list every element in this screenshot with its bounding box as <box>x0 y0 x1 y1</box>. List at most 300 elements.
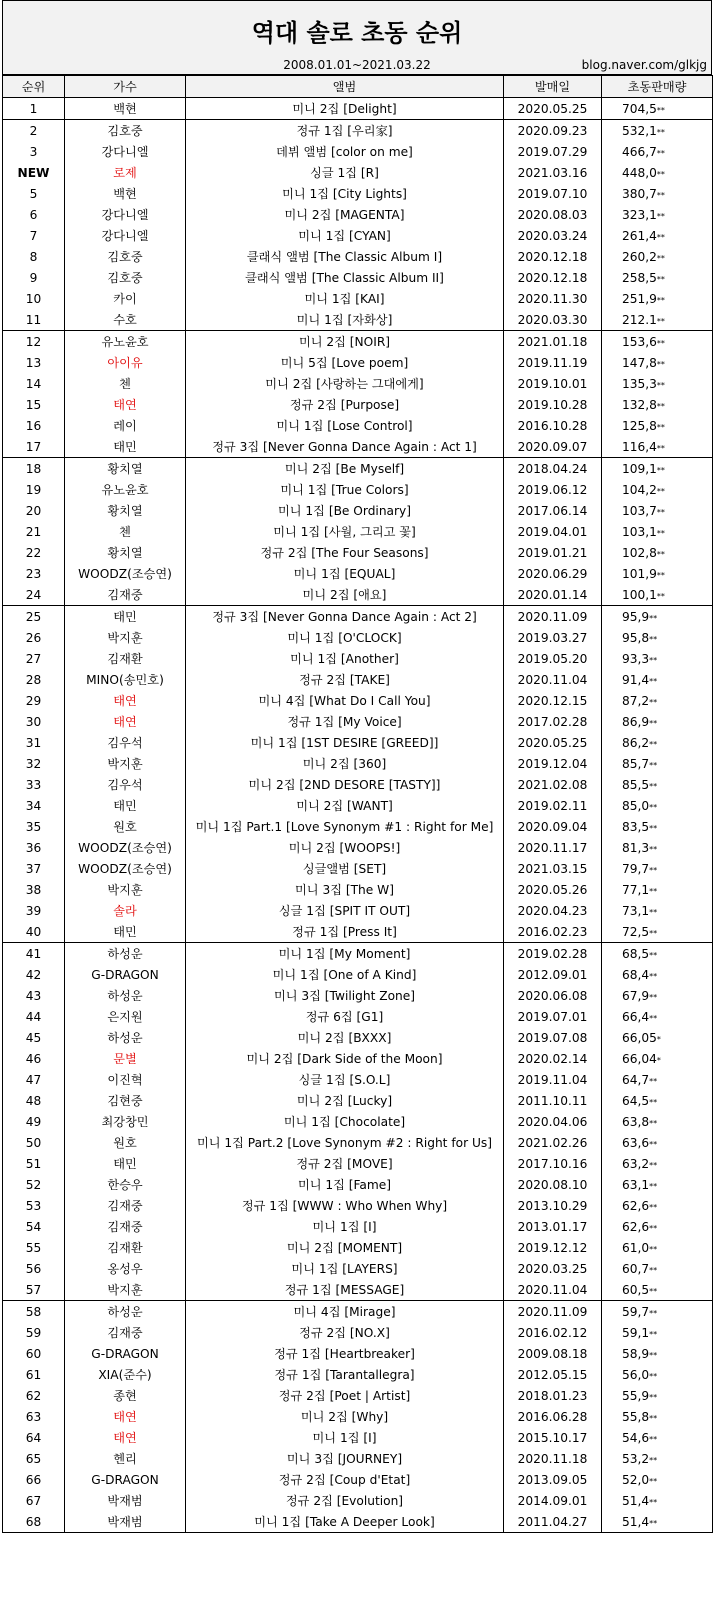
rank-cell: 33 <box>3 774 65 795</box>
sales-value: 79,7 <box>622 861 650 876</box>
first-week-sales-cell <box>602 246 713 267</box>
table-row <box>3 900 713 921</box>
table-row <box>3 246 713 267</box>
sales-masked-digits: ** <box>649 1139 658 1149</box>
artist-cell: 백현 <box>65 98 186 120</box>
table-row <box>3 288 713 309</box>
table-row <box>3 521 713 542</box>
table-row <box>3 458 713 480</box>
sales-value: 51,4 <box>622 1493 650 1508</box>
first-week-sales-cell <box>602 1216 713 1237</box>
sales-value: 153,6 <box>622 334 657 349</box>
album-cell: 미니 2집 [BXXX] <box>186 1027 504 1048</box>
sales-value: 102,8 <box>622 545 657 560</box>
rank-cell: 41 <box>3 943 65 965</box>
rank-cell: 25 <box>3 606 65 628</box>
sales-masked-digits: ** <box>649 1118 658 1128</box>
sales-value: 58,9 <box>622 1346 650 1361</box>
artist-cell: 김재환 <box>65 648 186 669</box>
table-row <box>3 1279 713 1301</box>
album-cell: 정규 3집 [Never Gonna Dance Again : Act 1] <box>186 436 504 458</box>
first-week-sales-cell <box>602 1490 713 1511</box>
first-week-sales-cell <box>602 900 713 921</box>
album-cell: 미니 1집 [I] <box>186 1427 504 1448</box>
artist-cell: 김재환 <box>65 1237 186 1258</box>
sales-value: 63,6 <box>622 1135 650 1150</box>
album-cell: 클래식 앨범 [The Classic Album I] <box>186 246 504 267</box>
artist-cell: 백현 <box>65 183 186 204</box>
album-cell: 미니 1집 [I] <box>186 1216 504 1237</box>
sales-masked-digits: ** <box>649 1497 658 1507</box>
release-date-cell: 2019.12.12 <box>504 1237 602 1258</box>
table-body <box>3 98 713 1533</box>
first-week-sales-cell <box>602 648 713 669</box>
first-week-sales-cell <box>602 331 713 353</box>
table-row <box>3 816 713 837</box>
table-row <box>3 985 713 1006</box>
album-cell: 미니 2집 [Lucky] <box>186 1090 504 1111</box>
first-week-sales-cell <box>602 98 713 120</box>
album-cell: 미니 2집 [MOMENT] <box>186 1237 504 1258</box>
first-week-sales-cell <box>602 415 713 436</box>
sales-value: 109,1 <box>622 461 657 476</box>
artist-cell: WOODZ(조승연) <box>65 837 186 858</box>
rank-cell: 58 <box>3 1301 65 1323</box>
sales-value: 53,2 <box>622 1451 650 1466</box>
artist-cell: 아이유 <box>65 352 186 373</box>
artist-cell: 원호 <box>65 1132 186 1153</box>
sales-masked-digits: ** <box>649 697 658 707</box>
sales-value: 59,7 <box>622 1304 650 1319</box>
artist-cell: 강다니엘 <box>65 225 186 246</box>
rank-cell: 46 <box>3 1048 65 1069</box>
sales-value: 52,0 <box>622 1472 650 1487</box>
release-date-cell: 2020.12.18 <box>504 267 602 288</box>
sales-masked-digits: ** <box>656 253 665 263</box>
rank-cell: 54 <box>3 1216 65 1237</box>
artist-cell: 하성운 <box>65 1027 186 1048</box>
first-week-sales-cell <box>602 542 713 563</box>
sales-value: 68,5 <box>622 946 650 961</box>
first-week-sales-cell <box>602 606 713 628</box>
artist-cell: 하성운 <box>65 985 186 1006</box>
artist-cell: 강다니엘 <box>65 141 186 162</box>
album-cell: 미니 2집 [Delight] <box>186 98 504 120</box>
artist-cell: 태연 <box>65 1427 186 1448</box>
rank-cell: 59 <box>3 1322 65 1343</box>
sales-value: 323,1 <box>622 207 657 222</box>
artist-cell: 로제 <box>65 162 186 183</box>
first-week-sales-cell <box>602 373 713 394</box>
sales-value: 83,5 <box>622 819 650 834</box>
table-row <box>3 373 713 394</box>
rank-cell: 40 <box>3 921 65 943</box>
table-row <box>3 1027 713 1048</box>
sales-masked-digits: ** <box>649 1308 658 1318</box>
artist-cell: 수호 <box>65 309 186 331</box>
table-row <box>3 627 713 648</box>
rank-cell: 8 <box>3 246 65 267</box>
table-row <box>3 1322 713 1343</box>
table-row <box>3 1048 713 1069</box>
release-date-cell: 2020.09.23 <box>504 120 602 142</box>
rank-cell: 1 <box>3 98 65 120</box>
rank-cell: 66 <box>3 1469 65 1490</box>
release-date-cell: 2014.09.01 <box>504 1490 602 1511</box>
artist-cell: 하성운 <box>65 943 186 965</box>
table-row <box>3 669 713 690</box>
table-row <box>3 1448 713 1469</box>
rank-cell: 15 <box>3 394 65 415</box>
sales-value: 68,4 <box>622 967 650 982</box>
sales-masked-digits: ** <box>649 676 658 686</box>
album-cell: 미니 1집 [My Moment] <box>186 943 504 965</box>
first-week-sales-cell <box>602 1406 713 1427</box>
album-cell: 미니 2집 [애요] <box>186 584 504 606</box>
release-date-cell: 2020.09.04 <box>504 816 602 837</box>
artist-cell: 박지훈 <box>65 1279 186 1301</box>
sales-masked-digits: ** <box>649 1160 658 1170</box>
artist-cell: 레이 <box>65 415 186 436</box>
sales-value: 56,0 <box>622 1367 650 1382</box>
table-row <box>3 1195 713 1216</box>
sheet-header <box>2 0 712 75</box>
sales-masked-digits: ** <box>649 1265 658 1275</box>
rank-cell: 12 <box>3 331 65 353</box>
release-date-cell: 2020.01.14 <box>504 584 602 606</box>
table-row <box>3 1153 713 1174</box>
first-week-sales-cell <box>602 1111 713 1132</box>
album-cell: 미니 1집 [1ST DESIRE [GREED]] <box>186 732 504 753</box>
album-cell: 정규 1집 [WWW : Who When Why] <box>186 1195 504 1216</box>
album-cell: 정규 2집 [Evolution] <box>186 1490 504 1511</box>
first-week-sales-cell <box>602 309 713 331</box>
artist-cell: 원호 <box>65 816 186 837</box>
sales-value: 59,1 <box>622 1325 650 1340</box>
first-week-sales-cell <box>602 1343 713 1364</box>
sales-masked-digits: ** <box>649 844 658 854</box>
release-date-cell: 2019.06.12 <box>504 479 602 500</box>
first-week-sales-cell <box>602 204 713 225</box>
sales-masked-digits: ** <box>649 1392 658 1402</box>
artist-cell: MINO(송민호) <box>65 669 186 690</box>
release-date-cell: 2020.03.25 <box>504 1258 602 1279</box>
album-cell: 미니 2집 [MAGENTA] <box>186 204 504 225</box>
rank-cell: 9 <box>3 267 65 288</box>
release-date-cell: 2020.04.23 <box>504 900 602 921</box>
release-date-cell: 2019.01.21 <box>504 542 602 563</box>
artist-cell: 박지훈 <box>65 753 186 774</box>
rank-cell: 61 <box>3 1364 65 1385</box>
release-date-cell: 2012.05.15 <box>504 1364 602 1385</box>
release-date-cell: 2020.04.06 <box>504 1111 602 1132</box>
rank-cell: 37 <box>3 858 65 879</box>
album-cell: 미니 1집 [KAI] <box>186 288 504 309</box>
source-link[interactable]: blog.naver.com/glkjg <box>581 58 707 72</box>
sales-masked-digits: ** <box>656 380 665 390</box>
rank-cell: 16 <box>3 415 65 436</box>
table-row <box>3 331 713 353</box>
sales-value: 81,3 <box>622 840 650 855</box>
artist-cell: 태연 <box>65 690 186 711</box>
sales-masked-digits: ** <box>656 591 665 601</box>
artist-cell: 김우석 <box>65 732 186 753</box>
table-row <box>3 352 713 373</box>
sales-value: 93,3 <box>622 651 650 666</box>
sales-masked-digits: ** <box>649 1434 658 1444</box>
sales-masked-digits: ** <box>649 1181 658 1191</box>
table-row <box>3 1301 713 1323</box>
release-date-cell: 2020.02.14 <box>504 1048 602 1069</box>
first-week-sales-cell <box>602 837 713 858</box>
release-date-cell: 2019.07.29 <box>504 141 602 162</box>
artist-cell: 은지원 <box>65 1006 186 1027</box>
release-date-cell: 2020.06.29 <box>504 563 602 584</box>
first-week-sales-cell <box>602 943 713 965</box>
sales-masked-digits: ** <box>656 274 665 284</box>
release-date-cell: 2020.11.04 <box>504 669 602 690</box>
sales-value: 54,6 <box>622 1430 650 1445</box>
first-week-sales-cell <box>602 584 713 606</box>
sales-value: 212.1 <box>622 312 657 327</box>
table-row <box>3 141 713 162</box>
album-cell: 미니 1집 [O'CLOCK] <box>186 627 504 648</box>
sales-masked-digits: ** <box>649 1244 658 1254</box>
rank-cell: 19 <box>3 479 65 500</box>
first-week-sales-cell <box>602 1195 713 1216</box>
album-cell: 데뷔 앨범 [color on me] <box>186 141 504 162</box>
sales-masked-digits: ** <box>649 802 658 812</box>
sales-value: 62,6 <box>622 1219 650 1234</box>
sales-masked-digits: ** <box>656 443 665 453</box>
album-cell: 정규 3집 [Never Gonna Dance Again : Act 2] <box>186 606 504 628</box>
album-cell: 정규 2집 [MOVE] <box>186 1153 504 1174</box>
sales-masked-digits: ** <box>649 823 658 833</box>
album-cell: 정규 1집 [MESSAGE] <box>186 1279 504 1301</box>
first-week-sales-cell <box>602 1048 713 1069</box>
rank-cell: 29 <box>3 690 65 711</box>
release-date-cell: 2019.03.27 <box>504 627 602 648</box>
sales-masked-digits: ** <box>656 127 665 137</box>
first-week-sales-cell <box>602 816 713 837</box>
rank-cell: 13 <box>3 352 65 373</box>
album-cell: 미니 1집 [CYAN] <box>186 225 504 246</box>
album-cell: 정규 2집 [TAKE] <box>186 669 504 690</box>
sales-value: 85,7 <box>622 756 650 771</box>
first-week-sales-cell <box>602 352 713 373</box>
rank-cell: 44 <box>3 1006 65 1027</box>
artist-cell: 강다니엘 <box>65 204 186 225</box>
first-week-sales-cell <box>602 690 713 711</box>
album-cell: 미니 1집 [자화상] <box>186 309 504 331</box>
rank-cell: 67 <box>3 1490 65 1511</box>
artist-cell: 황치열 <box>65 500 186 521</box>
table-row <box>3 1090 713 1111</box>
rank-cell: 18 <box>3 458 65 480</box>
table-row <box>3 1111 713 1132</box>
artist-cell: WOODZ(조승연) <box>65 563 186 584</box>
table-row <box>3 921 713 943</box>
album-cell: 정규 1집 [Press It] <box>186 921 504 943</box>
album-cell: 미니 1집 [Take A Deeper Look] <box>186 1511 504 1533</box>
rank-cell: 35 <box>3 816 65 837</box>
sales-value: 66,4 <box>622 1009 650 1024</box>
first-week-sales-cell <box>602 183 713 204</box>
artist-cell: 문별 <box>65 1048 186 1069</box>
first-week-sales-cell <box>602 563 713 584</box>
first-week-sales-cell <box>602 1427 713 1448</box>
table-row <box>3 436 713 458</box>
table-row <box>3 1237 713 1258</box>
sales-masked-digits: ** <box>656 528 665 538</box>
sales-masked-digits: ** <box>656 549 665 559</box>
album-cell: 미니 2집 [2ND DESORE [TASTY]] <box>186 774 504 795</box>
album-cell: 정규 6집 [G1] <box>186 1006 504 1027</box>
album-cell: 미니 1집 [Chocolate] <box>186 1111 504 1132</box>
sales-masked-digits: ** <box>649 886 658 896</box>
rank-cell: 34 <box>3 795 65 816</box>
column-header-release-date: 발매일 <box>504 76 602 98</box>
table-row <box>3 500 713 521</box>
table-row <box>3 795 713 816</box>
album-cell: 정규 1집 [Tarantallegra] <box>186 1364 504 1385</box>
sales-masked-digits: ** <box>649 1371 658 1381</box>
sales-value: 72,5 <box>622 924 650 939</box>
album-cell: 미니 1집 [True Colors] <box>186 479 504 500</box>
sales-value: 100,1 <box>622 587 657 602</box>
album-cell: 정규 2집 [Purpose] <box>186 394 504 415</box>
table-row <box>3 394 713 415</box>
release-date-cell: 2021.01.18 <box>504 331 602 353</box>
artist-cell: 태민 <box>65 1153 186 1174</box>
release-date-cell: 2016.10.28 <box>504 415 602 436</box>
ranking-table <box>2 75 713 1533</box>
rank-cell: 48 <box>3 1090 65 1111</box>
first-week-sales-cell <box>602 985 713 1006</box>
artist-cell: 김호중 <box>65 120 186 142</box>
first-week-sales-cell <box>602 1069 713 1090</box>
table-row <box>3 584 713 606</box>
release-date-cell: 2011.10.11 <box>504 1090 602 1111</box>
first-week-sales-cell <box>602 669 713 690</box>
release-date-cell: 2019.02.28 <box>504 943 602 965</box>
table-row <box>3 225 713 246</box>
sales-masked-digits: ** <box>656 190 665 200</box>
sales-masked-digits: ** <box>649 718 658 728</box>
artist-cell: 김현중 <box>65 1090 186 1111</box>
release-date-cell: 2020.05.25 <box>504 98 602 120</box>
sales-value: 51,4 <box>622 1514 650 1529</box>
sales-masked-digits: ** <box>656 316 665 326</box>
release-date-cell: 2017.06.14 <box>504 500 602 521</box>
first-week-sales-cell <box>602 732 713 753</box>
sales-value: 63,8 <box>622 1114 650 1129</box>
artist-cell: 유노윤호 <box>65 479 186 500</box>
table-row <box>3 732 713 753</box>
release-date-cell: 2021.02.26 <box>504 1132 602 1153</box>
artist-cell: 김호중 <box>65 246 186 267</box>
sales-value: 258,5 <box>622 270 657 285</box>
first-week-sales-cell <box>602 1322 713 1343</box>
table-row <box>3 943 713 965</box>
album-cell: 미니 2집 [Why] <box>186 1406 504 1427</box>
sales-masked-digits: ** <box>656 401 665 411</box>
column-header-album: 앨범 <box>186 76 504 98</box>
sales-value: 103,1 <box>622 524 657 539</box>
artist-cell: 한승우 <box>65 1174 186 1195</box>
table-row <box>3 1258 713 1279</box>
first-week-sales-cell <box>602 858 713 879</box>
first-week-sales-cell <box>602 288 713 309</box>
sales-value: 86,9 <box>622 714 650 729</box>
rank-cell: 3 <box>3 141 65 162</box>
release-date-cell: 2020.05.26 <box>504 879 602 900</box>
sales-masked-digits: ** <box>656 507 665 517</box>
artist-cell: 태연 <box>65 394 186 415</box>
first-week-sales-cell <box>602 162 713 183</box>
release-date-cell: 2020.03.24 <box>504 225 602 246</box>
sales-masked-digits: ** <box>649 634 658 644</box>
column-header-first-week-sales: 초동판매량 <box>602 76 713 98</box>
release-date-cell: 2020.08.03 <box>504 204 602 225</box>
rank-cell: 45 <box>3 1027 65 1048</box>
sales-value: 125,8 <box>622 418 657 433</box>
release-date-cell: 2019.02.11 <box>504 795 602 816</box>
release-date-cell: 2017.10.16 <box>504 1153 602 1174</box>
release-date-cell: 2016.02.23 <box>504 921 602 943</box>
sales-masked-digits: ** <box>649 1455 658 1465</box>
rank-cell: 39 <box>3 900 65 921</box>
table-row <box>3 1343 713 1364</box>
sales-value: 147,8 <box>622 355 657 370</box>
sales-masked-digits: ** <box>656 359 665 369</box>
album-cell: 클래식 앨범 [The Classic Album II] <box>186 267 504 288</box>
album-cell: 미니 1집 [EQUAL] <box>186 563 504 584</box>
sales-masked-digits: ** <box>649 865 658 875</box>
album-cell: 미니 4집 [Mirage] <box>186 1301 504 1323</box>
sales-value: 61,0 <box>622 1240 650 1255</box>
release-date-cell: 2009.08.18 <box>504 1343 602 1364</box>
table-row <box>3 415 713 436</box>
first-week-sales-cell <box>602 120 713 142</box>
rank-cell: 27 <box>3 648 65 669</box>
artist-cell: 김우석 <box>65 774 186 795</box>
table-row <box>3 879 713 900</box>
first-week-sales-cell <box>602 1027 713 1048</box>
first-week-sales-cell <box>602 394 713 415</box>
table-row <box>3 837 713 858</box>
release-date-cell: 2015.10.17 <box>504 1427 602 1448</box>
first-week-sales-cell <box>602 500 713 521</box>
first-week-sales-cell <box>602 1511 713 1533</box>
release-date-cell: 2016.02.12 <box>504 1322 602 1343</box>
sales-masked-digits: ** <box>649 1223 658 1233</box>
first-week-sales-cell <box>602 1364 713 1385</box>
sales-masked-digits: ** <box>656 486 665 496</box>
album-cell: 정규 2집 [The Four Seasons] <box>186 542 504 563</box>
artist-cell: G-DRAGON <box>65 964 186 985</box>
table-row <box>3 1490 713 1511</box>
table-row <box>3 1406 713 1427</box>
rank-cell: 65 <box>3 1448 65 1469</box>
artist-cell: 태민 <box>65 606 186 628</box>
release-date-cell: 2020.03.30 <box>504 309 602 331</box>
album-cell: 미니 1집 Part.2 [Love Synonym #2 : Right for Us] <box>186 1132 504 1153</box>
sales-masked-digits: ** <box>649 1518 658 1528</box>
rank-cell: 55 <box>3 1237 65 1258</box>
table-row <box>3 964 713 985</box>
rank-cell: 62 <box>3 1385 65 1406</box>
